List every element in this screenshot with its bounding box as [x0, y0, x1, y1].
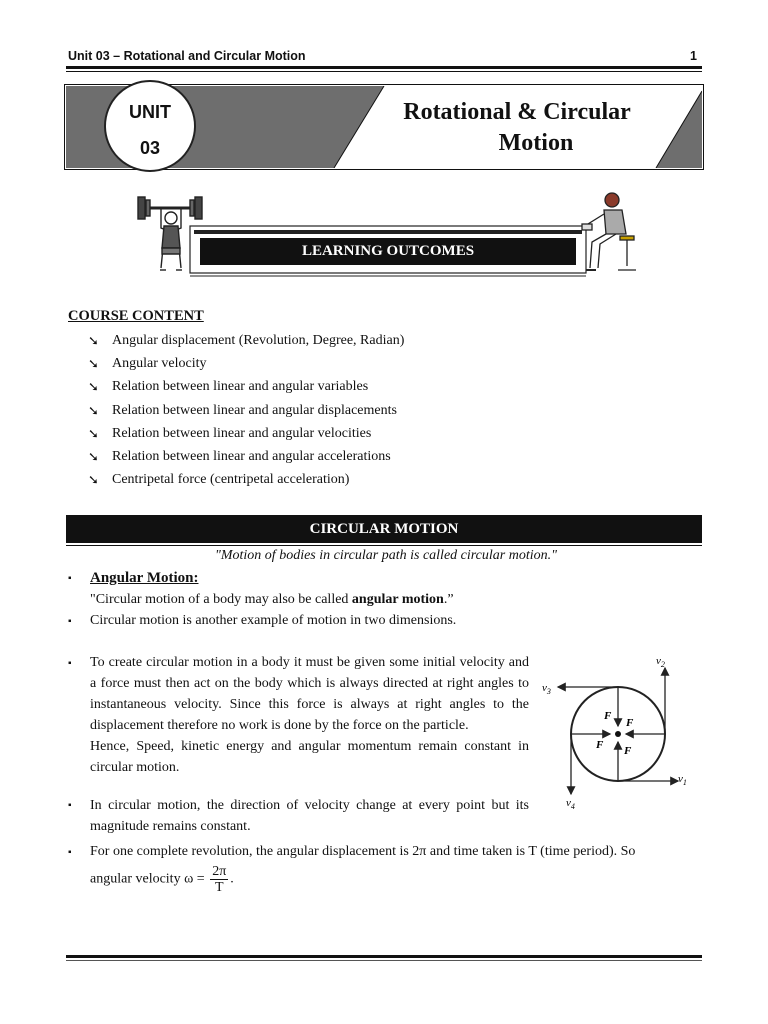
two-dimensions-text: Circular motion is another example of motion in two dimensions. — [90, 613, 457, 628]
pointing-hand-icon: ➘ — [88, 449, 99, 465]
force-label: F — [596, 739, 604, 751]
header-rule — [66, 66, 702, 69]
unit-label: UNIT — [129, 102, 171, 122]
bullet-square-icon: ▪ — [68, 616, 72, 627]
v1-label: $v_1$ — [678, 773, 687, 787]
circular-motion-heading: CIRCULAR MOTION — [66, 515, 702, 543]
circular-motion-diagram — [538, 648, 698, 814]
course-content-list — [88, 329, 404, 491]
pointing-hand-icon: ➘ — [88, 333, 99, 348]
list-item: ➘ Angular displacement (Revolution, Degree, Radian) — [88, 329, 404, 352]
section-rule — [66, 545, 702, 546]
velocity-direction-paragraph: In circular motion, the direction of velocity change at every point but its magnitude remains constant. — [90, 798, 529, 834]
force-label: F — [604, 710, 612, 722]
chapter-title-line2: Motion — [498, 130, 574, 156]
learning-outcomes-illustration — [130, 188, 640, 282]
pointing-hand-icon: ➘ — [88, 356, 99, 372]
v3-label: $v_3$ — [542, 682, 551, 696]
course-content-title: COURSE CONTENT — [68, 308, 204, 324]
force-label: F — [624, 745, 632, 757]
page-number: 1 — [690, 49, 697, 63]
force-label: F — [626, 717, 634, 729]
list-item: ➘ Relation between linear and angular variables — [88, 375, 404, 398]
list-item: ➘ Relation between linear and angular accelerations — [88, 445, 404, 468]
list-item: ➘ Relation between linear and angular displacements — [88, 399, 404, 422]
angular-motion-title: Angular Motion: — [90, 570, 199, 586]
angular-motion-text: "Circular motion of a body may also be called angular motion.” — [90, 592, 454, 607]
pointing-hand-icon: ➘ — [88, 402, 99, 418]
header-rule-thin — [66, 71, 702, 72]
unit-badge — [104, 80, 196, 172]
chapter-title-line1: Rotational & Circular — [403, 99, 631, 125]
list-item: ➘ Angular velocity — [88, 352, 404, 375]
pointing-hand-icon: ➘ — [88, 379, 99, 395]
formula-fraction: $\frac{2\pi}{T}$ — [212, 864, 227, 895]
bullet-square-icon: ▪ — [68, 847, 72, 858]
list-item: ➘ Centripetal force (centripetal acceleration) — [88, 468, 404, 491]
reader-at-desk-icon — [582, 193, 636, 270]
footer-rule — [66, 955, 702, 958]
running-header-title: Unit 03 – Rotational and Circular Motion — [68, 49, 306, 63]
force-paragraph: To create circular motion in a body it must be given some initial velocity and a force must then act on the body which is always directed at right angles to instantaneous velocity. Since this force is always at right angles to the displacement therefore no work is done by the force on the particle. Hence, Speed, kinetic energy and angular momentum remain constant in circular motion. — [90, 655, 529, 775]
bullet-square-icon: ▪ — [68, 658, 72, 669]
list-item: ➘ Relation between linear and angular velocities — [88, 422, 404, 445]
bullet-square-icon: ▪ — [68, 573, 72, 584]
unit-number: 03 — [139, 138, 161, 158]
pointing-hand-icon: ➘ — [88, 472, 99, 488]
v4-label: $v_4$ — [566, 797, 575, 811]
footer-rule-thin — [66, 960, 702, 961]
pointing-hand-icon: ➘ — [88, 425, 99, 441]
bullet-square-icon: ▪ — [68, 800, 72, 811]
learning-outcomes-heading: LEARNING OUTCOMES — [200, 238, 576, 265]
chapter-title — [392, 97, 642, 159]
revolution-paragraph: For one complete revolution, the angular displacement is 2π and time taken is T (time period). So — [90, 844, 636, 859]
circular-motion-definition: "Motion of bodies in circular path is called circular motion." — [214, 548, 558, 563]
v2-label: $v_2$ — [656, 655, 665, 669]
angular-velocity-formula: angular velocity ω = $\frac{2\pi}{T}$ . — [90, 864, 234, 895]
